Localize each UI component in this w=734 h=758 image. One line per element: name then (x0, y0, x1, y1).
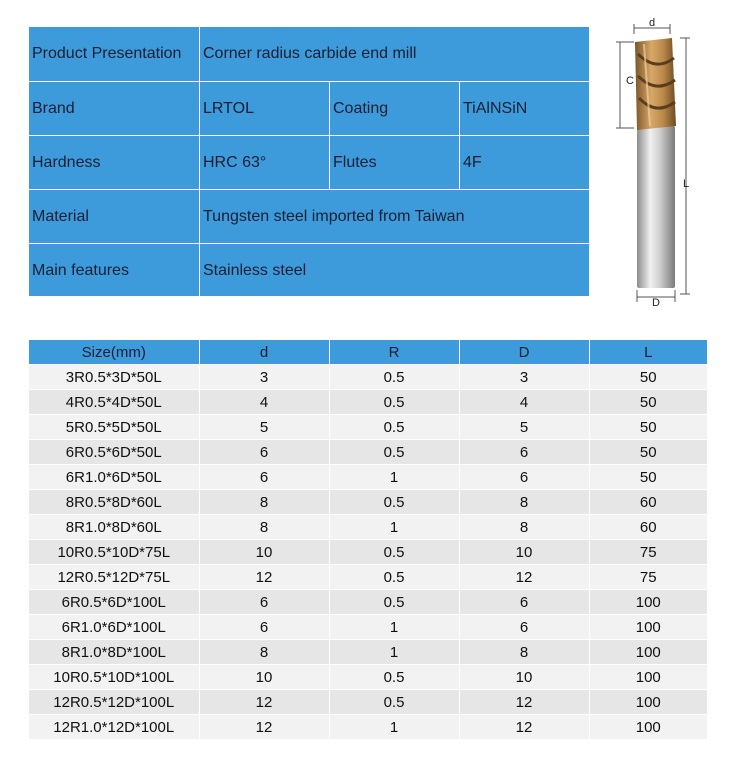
cell-size: 4R0.5*4D*50L (29, 390, 199, 415)
cell-d: 5 (199, 415, 329, 440)
cell-size: 8R1.0*8D*60L (29, 515, 199, 540)
diagram-label-c: C (626, 75, 634, 87)
info-row-hardness (29, 135, 589, 190)
cell-l: 75 (589, 565, 707, 590)
cell-l: 100 (589, 665, 707, 690)
cell-D: 10 (459, 540, 589, 565)
cell-l: 50 (589, 415, 707, 440)
cell-l: 100 (589, 715, 707, 740)
cell-r: 1 (329, 465, 459, 490)
cell-d: 3 (199, 365, 329, 390)
cell-d: 12 (199, 715, 329, 740)
cell-D: 6 (459, 590, 589, 615)
table-row (29, 365, 707, 390)
info-value-features: Stainless steel (199, 244, 589, 298)
end-mill-diagram (604, 14, 714, 314)
info-row-features (29, 243, 589, 298)
info-value-material: Tungsten steel imported from Taiwan (199, 190, 589, 244)
cell-r: 0.5 (329, 540, 459, 565)
cell-D: 5 (459, 415, 589, 440)
cell-l: 50 (589, 440, 707, 465)
info-label-hardness: Hardness (32, 154, 101, 171)
table-row (29, 590, 707, 615)
table-row (29, 490, 707, 515)
cell-l: 100 (589, 690, 707, 715)
cell-r: 0.5 (329, 390, 459, 415)
cell-d: 4 (199, 390, 329, 415)
cell-d: 6 (199, 465, 329, 490)
cell-d: 10 (199, 540, 329, 565)
cell-size: 3R0.5*3D*50L (29, 365, 199, 390)
table-row (29, 615, 707, 640)
info-value-hardness: HRC 63° (199, 136, 329, 190)
cell-D: 8 (459, 490, 589, 515)
cell-r: 0.5 (329, 365, 459, 390)
cell-D: 6 (459, 440, 589, 465)
cell-size: 8R0.5*8D*60L (29, 490, 199, 515)
diagram-label-l: L (682, 178, 690, 190)
cell-size: 12R0.5*12D*100L (29, 690, 199, 715)
info-value-coating: TiAlNSiN (459, 82, 589, 136)
table-row (29, 540, 707, 565)
table-row (29, 390, 707, 415)
cell-D: 8 (459, 515, 589, 540)
cell-r: 0.5 (329, 565, 459, 590)
cell-r: 1 (329, 615, 459, 640)
cell-size: 10R0.5*10D*100L (29, 665, 199, 690)
cell-l: 100 (589, 590, 707, 615)
cell-D: 3 (459, 365, 589, 390)
cell-size: 8R1.0*8D*100L (29, 640, 199, 665)
info-label-coating: Coating (329, 82, 459, 136)
table-row (29, 515, 707, 540)
header-d: d (199, 340, 329, 365)
cell-d: 12 (199, 565, 329, 590)
info-label-features: Main features (32, 262, 129, 279)
cell-d: 8 (199, 640, 329, 665)
info-value-product: Corner radius carbide end mill (199, 27, 589, 81)
info-label-brand: Brand (32, 100, 75, 117)
cell-d: 8 (199, 515, 329, 540)
info-row-material (29, 189, 589, 244)
header-l: L (589, 340, 707, 365)
cell-d: 10 (199, 665, 329, 690)
cell-D: 8 (459, 640, 589, 665)
shank-body (637, 126, 675, 288)
cell-d: 6 (199, 590, 329, 615)
cell-r: 0.5 (329, 490, 459, 515)
cell-l: 50 (589, 465, 707, 490)
cell-r: 0.5 (329, 415, 459, 440)
cell-r: 1 (329, 715, 459, 740)
table-row (29, 690, 707, 715)
cell-r: 1 (329, 640, 459, 665)
table-row (29, 665, 707, 690)
cell-size: 12R0.5*12D*75L (29, 565, 199, 590)
cell-r: 0.5 (329, 440, 459, 465)
cell-l: 50 (589, 390, 707, 415)
header-r: R (329, 340, 459, 365)
cell-l: 60 (589, 515, 707, 540)
info-label-product: Product Presentation (32, 45, 182, 62)
cell-d: 8 (199, 490, 329, 515)
cell-D: 12 (459, 715, 589, 740)
size-spec-table (29, 340, 707, 739)
info-row-brand (29, 81, 589, 136)
diagram-label-D: D (652, 297, 660, 309)
cell-size: 10R0.5*10D*75L (29, 540, 199, 565)
cell-D: 12 (459, 690, 589, 715)
cell-D: 10 (459, 665, 589, 690)
info-label-material: Material (32, 208, 89, 225)
cell-size: 5R0.5*5D*50L (29, 415, 199, 440)
info-value-flutes: 4F (459, 136, 589, 190)
table-row (29, 715, 707, 740)
cell-r: 1 (329, 515, 459, 540)
cell-size: 12R1.0*12D*100L (29, 715, 199, 740)
info-label-flutes: Flutes (329, 136, 459, 190)
product-info-table (29, 27, 589, 296)
cell-l: 50 (589, 365, 707, 390)
table-header-row (29, 340, 707, 365)
cell-l: 100 (589, 615, 707, 640)
header-D: D (459, 340, 589, 365)
cell-r: 0.5 (329, 590, 459, 615)
cell-size: 6R0.5*6D*100L (29, 590, 199, 615)
info-value-brand: LRTOL (199, 82, 329, 136)
cell-r: 0.5 (329, 665, 459, 690)
cell-d: 6 (199, 615, 329, 640)
header-size: Size(mm) (29, 340, 199, 365)
cell-D: 12 (459, 565, 589, 590)
table-row (29, 565, 707, 590)
cell-r: 0.5 (329, 690, 459, 715)
table-row (29, 640, 707, 665)
table-row (29, 465, 707, 490)
diagram-label-d: d (648, 17, 656, 29)
table-row (29, 415, 707, 440)
cell-D: 6 (459, 615, 589, 640)
table-row (29, 440, 707, 465)
info-row-product (29, 27, 589, 81)
cell-size: 6R0.5*6D*50L (29, 440, 199, 465)
cell-l: 75 (589, 540, 707, 565)
cell-size: 6R1.0*6D*100L (29, 615, 199, 640)
cell-l: 60 (589, 490, 707, 515)
cell-D: 4 (459, 390, 589, 415)
cell-D: 6 (459, 465, 589, 490)
cell-l: 100 (589, 640, 707, 665)
cell-d: 12 (199, 690, 329, 715)
cell-d: 6 (199, 440, 329, 465)
cell-size: 6R1.0*6D*50L (29, 465, 199, 490)
